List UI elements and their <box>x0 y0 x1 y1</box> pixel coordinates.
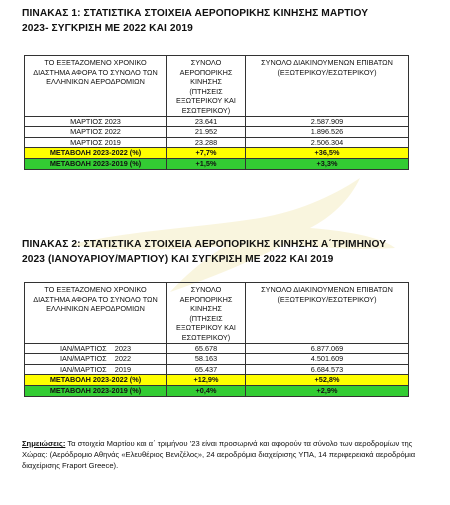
passengers-cell: 2.587.909 <box>246 116 409 127</box>
passengers-cell: 4.501.609 <box>246 354 409 365</box>
passengers-cell: 6.877.069 <box>246 343 409 354</box>
change-label: ΜΕΤΑΒΟΛΗ 2023-2022 (%) <box>25 148 167 159</box>
table2-title-line2: 2023 (ΙΑΝΟΥΑΡΙΟΥ/ΜΑΡΤΙΟΥ) ΚΑΙ ΣΥΓΚΡΙΣΗ ΜΕ 2022 ΚΑΙ 2019 <box>22 254 334 265</box>
airplane-watermark-icon <box>60 170 400 300</box>
change-passengers: +52,8% <box>246 375 409 386</box>
change-flights: +1,5% <box>167 158 246 169</box>
notes-text: Τα στοιχεία Μαρτίου και α΄ τριμήνου ’23 είναι προσωρινά και αφορούν τα σύνολο των αεροδρομίων της Χώρας: (Αερόδρομιο Αθηνάς «Ελευθέριος Βενιζέλος», 24 αεροδρόμια διαχείρισης ΥΠΑ, 14 περιφερειακά αεροδρόμια διαχείρισης Fraport Greece). <box>22 439 416 470</box>
passengers-cell: 2.506.304 <box>246 137 409 148</box>
period-cell: ΙΑΝ/ΜΑΡΤΙΟΣ 2023 <box>25 343 167 354</box>
table2-col3-title: ΣΥΝΟΛΟ ΔΙΑΚΙΝΟΥΜΕΝΩΝ ΕΠΙΒΑΤΩΝ <box>261 285 393 294</box>
table2-title-line1: ΠΙΝΑΚΑΣ 2: ΣΤΑΤΙΣΤΙΚΑ ΣΤΟΙΧΕΙΑ ΑΕΡΟΠΟΡΙΚΗΣ ΚΙΝΗΣΗΣ Α΄ΤΡΙΜΗΝΟΥ <box>22 239 387 250</box>
table2-title <box>22 237 386 267</box>
flights-cell: 23.288 <box>167 137 246 148</box>
period-cell: ΙΑΝ/ΜΑΡΤΙΟΣ 2019 <box>25 364 167 375</box>
period-cell: ΜΑΡΤΙΟΣ 2022 <box>25 127 167 138</box>
change-row-2022 <box>25 375 409 386</box>
change-label: ΜΕΤΑΒΟΛΗ 2023-2019 (%) <box>25 158 167 169</box>
period-cell: ΙΑΝ/ΜΑΡΤΙΟΣ 2022 <box>25 354 167 365</box>
flights-cell: 65.678 <box>167 343 246 354</box>
table1-col2-title: ΣΥΝΟΛΟ ΑΕΡΟΠΟΡΙΚΗΣ ΚΙΝΗΣΗΣ <box>179 58 233 87</box>
table1-col3-subtitle: (ΕΞΩΤΕΡΙΚΟΥ/ΕΣΩΤΕΡΙΚΟΥ) <box>277 67 377 77</box>
table2-col1-header: ΤΟ ΕΞΕΤΑΖΟΜΕΝΟ ΧΡΟΝΙΚΟ ΔΙΑΣΤΗΜΑ ΑΦΟΡΑ ΤΟ ΣΥΝΟΛΟ ΤΩΝ ΕΛΛΗΝΙΚΩΝ ΑΕΡΟΔΡΟΜΙΩΝ <box>25 283 167 344</box>
change-flights: +12,9% <box>167 375 246 386</box>
table-row <box>25 343 409 354</box>
table1-header-row <box>25 56 409 117</box>
table1-title-line2: 2023- ΣΥΓΚΡΙΣΗ ΜΕ 2022 ΚΑΙ 2019 <box>22 23 193 34</box>
table2 <box>24 282 409 397</box>
table-row <box>25 354 409 365</box>
table1-title-line1: ΠΙΝΑΚΑΣ 1: ΣΤΑΤΙΣΤΙΚΑ ΣΤΟΙΧΕΙΑ ΑΕΡΟΠΟΡΙΚΗΣ ΚΙΝΗΣΗΣ ΜΑΡΤΙΟΥ <box>22 8 369 19</box>
flights-cell: 58.163 <box>167 354 246 365</box>
passengers-cell: 1.896.526 <box>246 127 409 138</box>
change-passengers: +36,5% <box>246 148 409 159</box>
table2-col2-subtitle: (ΠΤΗΣΕΙΣ ΕΞΩΤΕΡΙΚΟΥ ΚΑΙ ΕΣΩΤΕΡΙΚΟΥ) <box>176 313 236 342</box>
change-row-2022 <box>25 148 409 159</box>
change-passengers: +3,3% <box>246 158 409 169</box>
table2-col3-header <box>246 283 409 344</box>
change-label: ΜΕΤΑΒΟΛΗ 2023-2019 (%) <box>25 385 167 396</box>
flights-cell: 65.437 <box>167 364 246 375</box>
passengers-cell: 6.684.573 <box>246 364 409 375</box>
notes-label: Σημειώσεις: <box>22 439 66 448</box>
notes-paragraph <box>22 438 428 471</box>
table-row <box>25 364 409 375</box>
flights-cell: 23.641 <box>167 116 246 127</box>
period-cell: ΜΑΡΤΙΟΣ 2019 <box>25 137 167 148</box>
table2-col3-subtitle: (ΕΞΩΤΕΡΙΚΟΥ/ΕΣΩΤΕΡΙΚΟΥ) <box>277 294 377 304</box>
change-flights: +0,4% <box>167 385 246 396</box>
table1-col1-header: ΤΟ ΕΞΕΤΑΖΟΜΕΝΟ ΧΡΟΝΙΚΟ ΔΙΑΣΤΗΜΑ ΑΦΟΡΑ ΤΟ ΣΥΝΟΛΟ ΤΩΝ ΕΛΛΗΝΙΚΩΝ ΑΕΡΟΔΡΟΜΙΩΝ <box>25 56 167 117</box>
flights-cell: 21.952 <box>167 127 246 138</box>
table1-col2-subtitle: (ΠΤΗΣΕΙΣ ΕΞΩΤΕΡΙΚΟΥ ΚΑΙ ΕΣΩΤΕΡΙΚΟΥ) <box>176 86 236 115</box>
table1-col2-header <box>167 56 246 117</box>
table-row <box>25 127 409 138</box>
table-row <box>25 137 409 148</box>
table2-header-row <box>25 283 409 344</box>
change-row-2019 <box>25 385 409 396</box>
change-flights: +7,7% <box>167 148 246 159</box>
table1-col3-title: ΣΥΝΟΛΟ ΔΙΑΚΙΝΟΥΜΕΝΩΝ ΕΠΙΒΑΤΩΝ <box>261 58 393 67</box>
table-row <box>25 116 409 127</box>
period-cell: ΜΑΡΤΙΟΣ 2023 <box>25 116 167 127</box>
table1 <box>24 55 409 170</box>
table1-col3-header <box>246 56 409 117</box>
table2-col2-header <box>167 283 246 344</box>
change-passengers: +2,9% <box>246 385 409 396</box>
change-row-2019 <box>25 158 409 169</box>
table2-col2-title: ΣΥΝΟΛΟ ΑΕΡΟΠΟΡΙΚΗΣ ΚΙΝΗΣΗΣ <box>179 285 233 314</box>
table1-title <box>22 6 368 36</box>
change-label: ΜΕΤΑΒΟΛΗ 2023-2022 (%) <box>25 375 167 386</box>
